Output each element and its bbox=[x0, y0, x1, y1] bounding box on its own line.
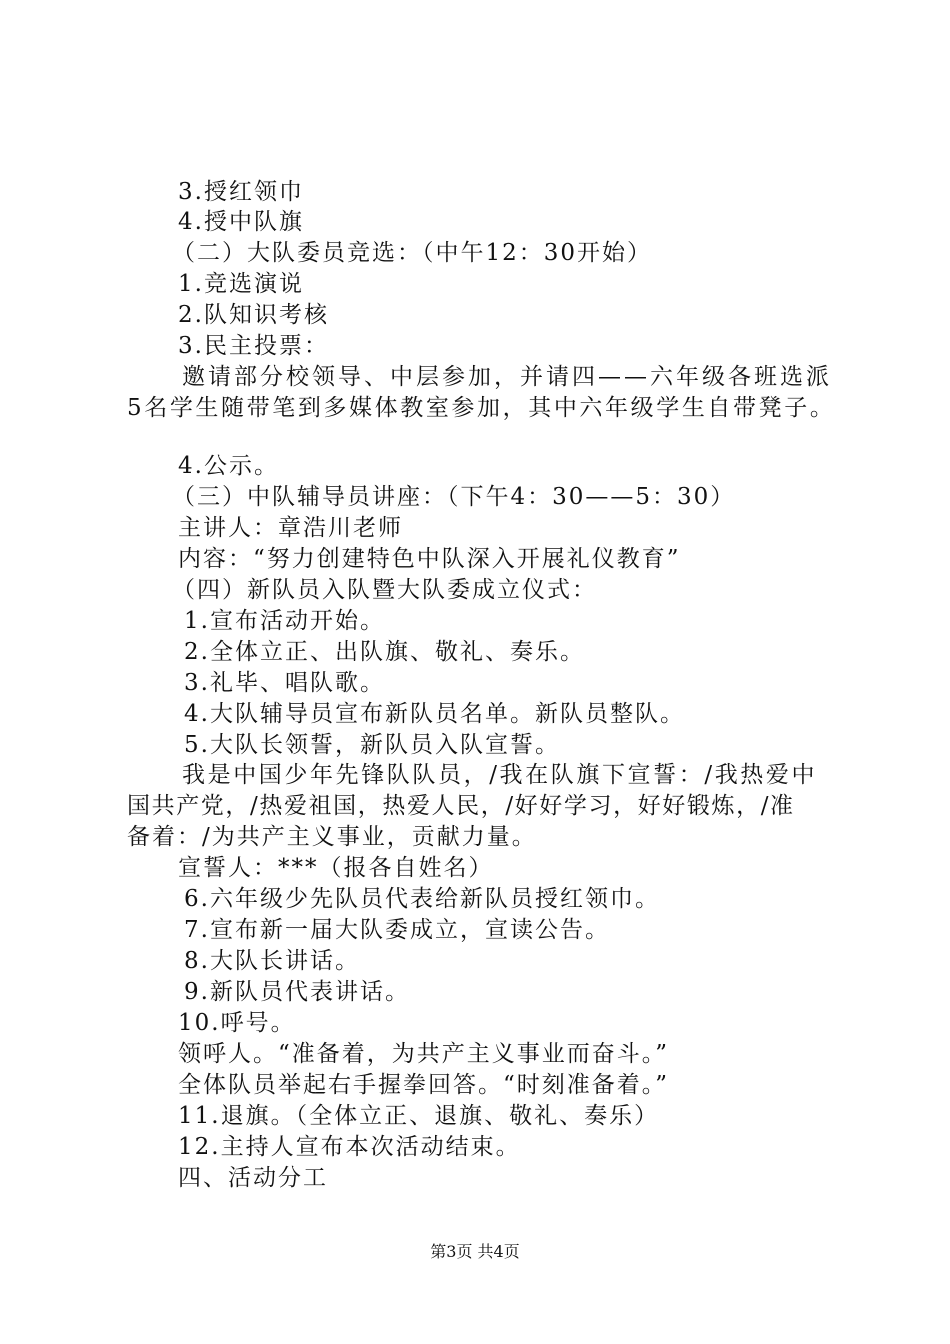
text-line: 4.大队辅导员宣布新队员名单。新队员整队。 bbox=[184, 701, 685, 727]
text-line: （三）中队辅导员讲座：（下午4：30——5：30） bbox=[172, 484, 736, 510]
text-line: 我是中国少年先锋队队员，/我在队旗下宣誓：/我热爱中 bbox=[182, 762, 818, 788]
text-line: 9.新队员代表讲话。 bbox=[184, 979, 410, 1005]
text-line: （四）新队员入队暨大队委成立仪式： bbox=[172, 577, 597, 603]
text-line: 6.六年级少先队员代表给新队员授红领巾。 bbox=[184, 886, 660, 912]
text-line: 3.民主投票： bbox=[178, 333, 329, 359]
text-line: 宣誓人：***（报各自姓名） bbox=[178, 855, 494, 881]
text-line: 8.大队长讲话。 bbox=[184, 948, 360, 974]
text-line: （二）大队委员竞选：（中午12：30开始） bbox=[172, 240, 653, 266]
text-line: 领呼人。“准备着，为共产主义事业而奋斗。” bbox=[178, 1041, 670, 1067]
text-line: 4.授中队旗 bbox=[178, 209, 304, 235]
text-line: 2.全体立正、出队旗、敬礼、奏乐。 bbox=[184, 639, 585, 665]
text-line: 备着：/为共产主义事业，贡献力量。 bbox=[127, 824, 537, 850]
text-line: 12.主持人宣布本次活动结束。 bbox=[178, 1134, 521, 1160]
text-line: 4.公示。 bbox=[178, 453, 279, 479]
text-line: 10.呼号。 bbox=[178, 1010, 296, 1036]
text-line: 1.宣布活动开始。 bbox=[184, 608, 385, 634]
text-line: 邀请部分校领导、中层参加，并请四——六年级各班选派 bbox=[182, 364, 832, 390]
text-line: 2.队知识考核 bbox=[178, 302, 329, 328]
text-line: 1.竞选演说 bbox=[178, 271, 304, 297]
text-line: 四、活动分工 bbox=[178, 1165, 328, 1191]
text-line: 5名学生随带笔到多媒体教室参加，其中六年级学生自带凳子。 bbox=[127, 395, 836, 421]
text-line: 内容：“努力创建特色中队深入开展礼仪教育” bbox=[178, 546, 681, 572]
text-line: 11.退旗。（全体立正、退旗、敬礼、奏乐） bbox=[178, 1103, 660, 1129]
text-line: 7.宣布新一届大队委成立，宣读公告。 bbox=[184, 917, 610, 943]
text-line: 国共产党，/热爱祖国，热爱人民，/好好学习，好好锻炼，/准 bbox=[127, 793, 795, 819]
text-line: 3.礼毕、唱队歌。 bbox=[184, 670, 385, 696]
text-line: 主讲人：章浩川老师 bbox=[178, 515, 403, 541]
text-line: 全体队员举起右手握拳回答。“时刻准备着。” bbox=[178, 1072, 670, 1098]
page-number-footer: 第3页 共4页 bbox=[430, 1242, 520, 1261]
text-line: 3.授红领巾 bbox=[178, 179, 304, 205]
text-line: 5.大队长领誓，新队员入队宣誓。 bbox=[184, 732, 560, 758]
